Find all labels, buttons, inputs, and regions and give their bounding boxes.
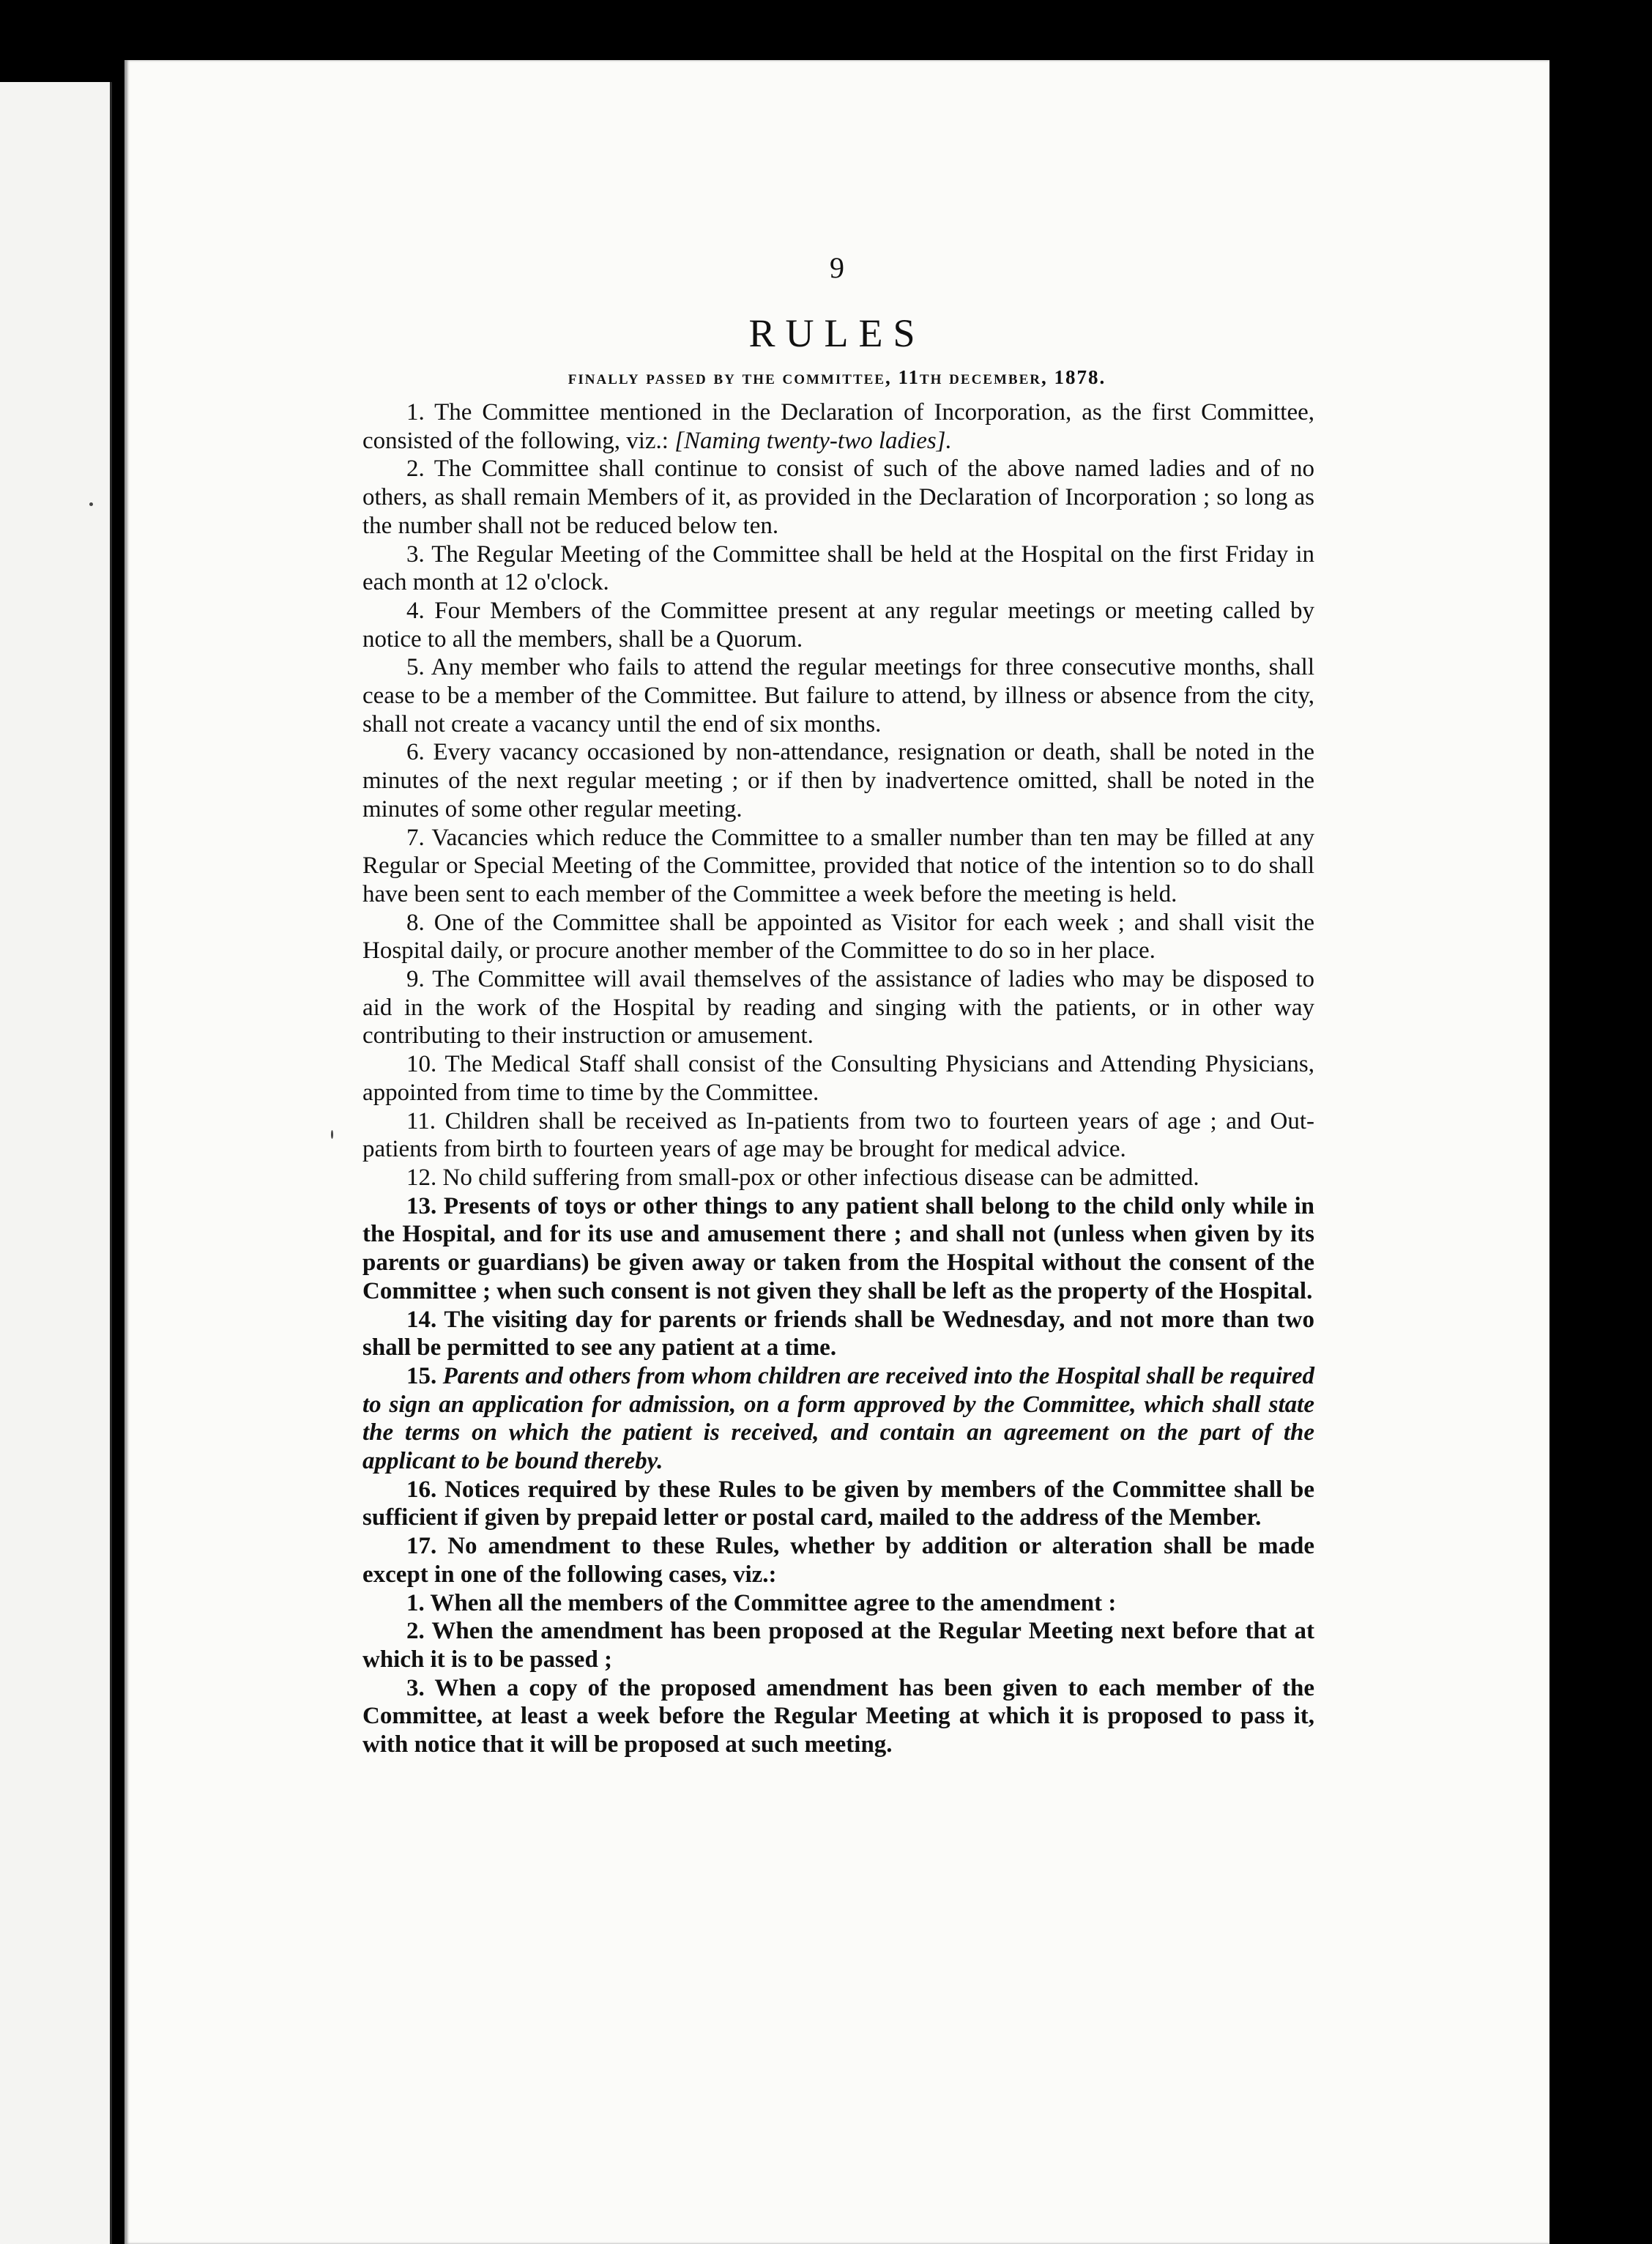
rule-italic-note: [Naming twenty-two ladies]. (674, 427, 952, 454)
case-number: 1. (406, 1589, 425, 1616)
rule-17 (362, 1532, 1314, 1589)
rule-3 (362, 540, 1314, 597)
rule-text: The Regular Meeting of the Committee shall be held at the Hospital on the first Friday in each month at 12 o'clock. (362, 540, 1314, 596)
rule-15 (362, 1362, 1314, 1476)
rule-10 (362, 1050, 1314, 1107)
rule-number: 5. (406, 654, 425, 681)
document-page (124, 60, 1549, 2244)
rule-number: 2. (406, 456, 425, 483)
rule-11 (362, 1107, 1314, 1164)
case-number: 3. (406, 1674, 425, 1701)
rule-2 (362, 455, 1314, 540)
rule-4 (362, 597, 1314, 653)
scan-speck (331, 1130, 333, 1139)
rule-14 (362, 1306, 1314, 1362)
rule-8 (362, 909, 1314, 965)
rule-text: Presents of toys or other things to any patient shall belong to the child only while in the Hospital, and for its use and amusement there ; and shall not (unless when given by its parents or guardians) be given away or taken from the Hospital without the consent of the Committee ; when such consent is not given they shall be left as the property of the Hospital. (362, 1192, 1314, 1304)
amendment-case-2 (362, 1617, 1314, 1673)
rule-text: The visiting day for parents or friends shall be Wednesday, and not more than two shall be permitted to see any patient at a time. (362, 1306, 1315, 1361)
rule-5 (362, 653, 1314, 738)
rule-16 (362, 1476, 1314, 1532)
rule-text: Parents and others from whom children are received into the Hospital shall be required to sign an application for admission, on a form approved by the Committee, which shall state the terms on which the patient is received, and contain an agreement on the part of the applicant to be bound thereby. (362, 1362, 1314, 1475)
rule-number: 12. (406, 1164, 437, 1191)
rule-6 (362, 738, 1314, 823)
rule-12 (362, 1164, 1314, 1192)
case-text: When all the members of the Committee agree to the amendment : (430, 1589, 1117, 1616)
rule-number: 8. (406, 909, 425, 936)
rule-13 (362, 1192, 1314, 1306)
scan-speck (89, 502, 93, 506)
page-subtitle: finally passed by the committee, 11th december, 1878. (568, 366, 1106, 388)
rule-number: 15. (406, 1362, 437, 1389)
rule-text: Four Members of the Committee present at any regular meetings or meeting called by notice to all the members, shall be a Quorum. (362, 597, 1314, 653)
rule-number: 10. (406, 1051, 437, 1078)
rule-7 (362, 824, 1314, 909)
rule-text: The Committee will avail themselves of the assistance of ladies who may be disposed to aid in the work of the Hospital by reading and singing with the patients, or in other way contributing to their instruction or amusement. (362, 966, 1315, 1049)
rule-text: Vacancies which reduce the Committee to a smaller number than ten may be filled at any Regular or Special Meeting of the Committee, provided that notice of the intention so to do shall have been sent to each member of the Committee a week before the meeting is held. (362, 824, 1314, 907)
rule-number: 13. (406, 1192, 437, 1219)
case-number: 2. (406, 1618, 425, 1645)
page-number: 9 (830, 251, 844, 284)
rule-9 (362, 965, 1314, 1050)
amendment-case-3 (362, 1674, 1314, 1759)
rule-number: 11. (406, 1107, 436, 1134)
rule-text: The Committee shall continue to consist of such of the above named ladies and of no others, as shall remain Members of it, as provided in the Declaration of Incorporation ; so long as the number shall not be reduced below ten. (362, 456, 1314, 539)
rules-body (362, 398, 1314, 1759)
rule-number: 9. (406, 966, 425, 993)
rule-text: Any member who fails to attend the regular meetings for three consecutive months, shall cease to be a member of the Committee. But failure to attend, by illness or absence from the city, shall not create a vacancy until the end of six months. (362, 654, 1315, 738)
rule-1 (362, 398, 1314, 455)
page-title: RULES (748, 311, 926, 355)
rule-text: The Medical Staff shall consist of the Consulting Physicians and Attending Physicians, appointed from time to time by the Committee. (362, 1051, 1315, 1106)
rule-text: Every vacancy occasioned by non-attendance, resignation or death, shall be noted in the minutes of the next regular meeting ; or if then by inadvertence omitted, shall be noted in the minutes of some other regular meeting. (362, 739, 1314, 822)
rule-text: One of the Committee shall be appointed as Visitor for each week ; and shall visit the Hospital daily, or procure another member of the Committee to do so in her place. (362, 909, 1315, 965)
rule-text: No amendment to these Rules, whether by addition or alteration shall be made except in one of the following cases, viz.: (362, 1533, 1314, 1588)
rule-number: 14. (406, 1306, 437, 1333)
rule-text: The Committee mentioned in the Declaration of Incorporation, as the first Committee, consisted of the following, viz.: (362, 399, 1314, 454)
rule-number: 3. (406, 540, 425, 568)
rule-text: Children shall be received as In-patients from two to fourteen years of age ; and Out-patients from birth to fourteen years of age may be brought for medical advice. (362, 1107, 1314, 1163)
rule-number: 6. (406, 739, 425, 766)
case-text: When the amendment has been proposed at the Regular Meeting next before that at which it is to be passed ; (362, 1618, 1315, 1673)
rule-number: 1. (406, 399, 425, 426)
rule-number: 16. (406, 1476, 437, 1503)
amendment-case-1 (362, 1589, 1314, 1618)
rule-number: 17. (406, 1533, 437, 1560)
rule-number: 4. (406, 597, 425, 624)
left-page-edge (0, 82, 112, 2244)
rule-text: No child suffering from small-pox or other infectious disease can be admitted. (442, 1164, 1199, 1191)
rule-text: Notices required by these Rules to be given by members of the Committee shall be sufficient if given by prepaid letter or postal card, mailed to the address of the Member. (362, 1476, 1315, 1531)
rule-number: 7. (406, 824, 425, 851)
case-text: When a copy of the proposed amendment has been given to each member of the Committee, at least a week before the Regular Meeting at which it is proposed to pass it, with notice that it will be proposed at such meeting. (362, 1674, 1315, 1758)
